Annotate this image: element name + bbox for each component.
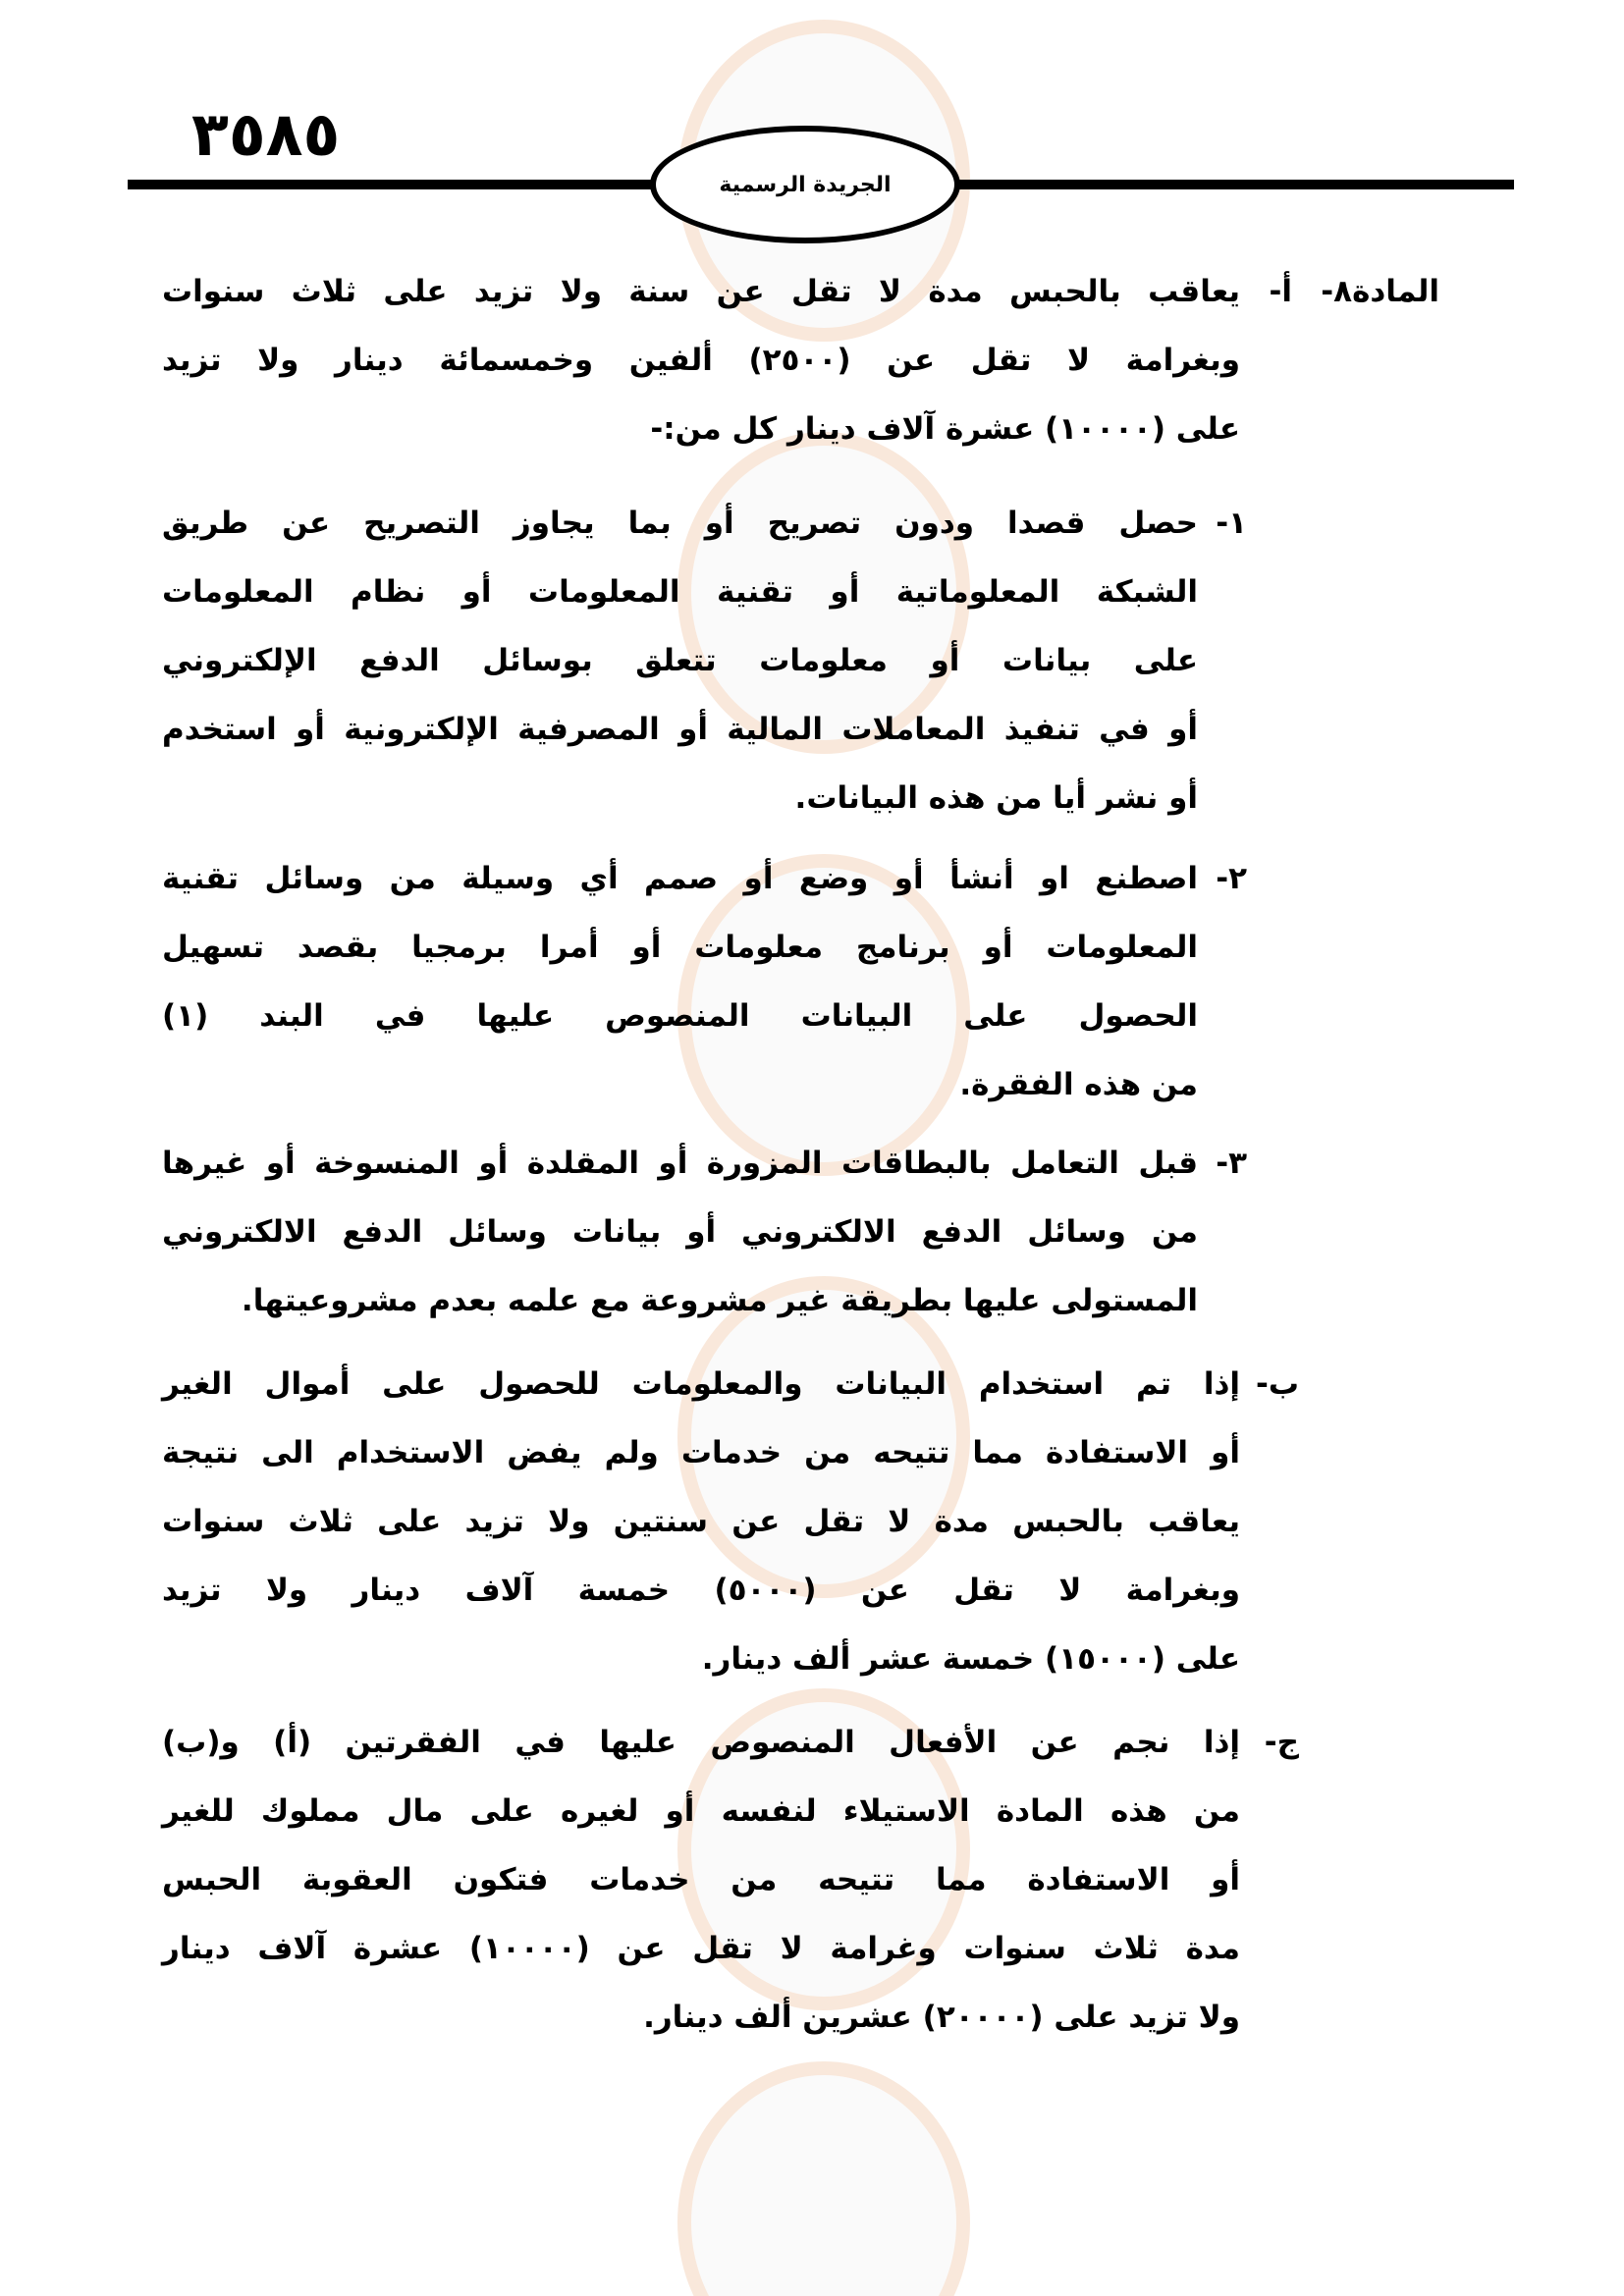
item-2-line: الحصول على البيانات المنصوص عليها في البند (١) xyxy=(162,998,1198,1034)
watermark-clock-icon xyxy=(677,2061,970,2296)
item-1-label: ١- xyxy=(1216,506,1247,541)
clause-b-line: على (١٥٠٠٠) خمسة عشر ألف دينار. xyxy=(701,1641,1240,1677)
item-1-line: الشبكة المعلوماتية أو تقنية المعلومات أو نظام المعلومات xyxy=(162,574,1198,610)
clause-a-line: وبغرامة لا تقل عن (٢٥٠٠) ألفين وخمسمائة دينار ولا تزيد xyxy=(162,343,1240,378)
clause-c-line: أو الاستفادة مما تتيحه من خدمات فتكون العقوبة الحبس xyxy=(162,1862,1240,1897)
item-2-line: المعلومات أو برنامج معلومات أو أمرا برمجيا بقصد تسهيل xyxy=(162,930,1198,965)
clause-a-line: على (١٠٠٠٠) عشرة آلاف دينار كل من:- xyxy=(650,411,1240,447)
item-3-line: من وسائل الدفع الالكتروني أو بيانات وسائل الدفع الالكتروني xyxy=(162,1214,1198,1250)
item-2-line: من هذه الفقرة. xyxy=(959,1067,1198,1102)
clause-c-line: ولا تزيد على (٢٠٠٠٠) عشرين ألف دينار. xyxy=(643,2000,1240,2035)
page-number: ٣٥٨٥ xyxy=(191,98,341,170)
clause-c-line: إذا نجم عن الأفعال المنصوص عليها في الفقرتين (أ) و(ب) xyxy=(162,1725,1240,1760)
item-1-line: على بيانات أو معلومات تتعلق بوسائل الدفع الإلكتروني xyxy=(162,643,1198,678)
item-2-label: ٢- xyxy=(1216,861,1247,896)
gazette-title-oval xyxy=(650,126,960,243)
clause-c-label: ج- xyxy=(1264,1725,1299,1760)
gazette-title: الجريدة الرسمية xyxy=(719,172,892,197)
item-1-line: أو في تنفيذ المعاملات المالية أو المصرفية الإلكترونية أو استخدم xyxy=(162,712,1198,747)
clause-b-line: يعاقب بالحبس مدة لا تقل عن سنتين ولا تزيد على ثلاث سنوات xyxy=(162,1504,1240,1539)
article-label: المادة٨- xyxy=(1321,274,1439,309)
clause-a-line: يعاقب بالحبس مدة لا تقل عن سنة ولا تزيد على ثلاث سنوات xyxy=(162,274,1240,309)
clause-b-line: أو الاستفادة مما تتيحه من خدمات ولم يفض الاستخدام الى نتيجة xyxy=(162,1435,1240,1470)
item-3-line: قبل التعامل بالبطاقات المزورة أو المقلدة أو المنسوخة أو غيرها xyxy=(162,1146,1198,1181)
item-1-line: أو نشر أيا من هذه البيانات. xyxy=(794,780,1198,816)
clause-b-line: إذا تم استخدام البيانات والمعلومات للحصول على أموال الغير xyxy=(162,1366,1240,1402)
item-2-line: اصطنع او أنشأ أو وضع أو صمم أي وسيلة من وسائل تقنية xyxy=(162,861,1198,896)
clause-c-line: من هذه المادة الاستيلاء لنفسه أو لغيره على مال مملوك للغير xyxy=(162,1793,1240,1829)
clause-c-line: مدة ثلاث سنوات وغرامة لا تقل عن (١٠٠٠٠) عشرة آلاف دينار xyxy=(162,1931,1240,1966)
clause-b-line: وبغرامة لا تقل عن (٥٠٠٠) خمسة آلاف دينار ولا تزيد xyxy=(162,1573,1240,1608)
clause-b-label: ب- xyxy=(1255,1366,1299,1402)
item-3-label: ٣- xyxy=(1216,1146,1247,1181)
item-1-line: حصل قصدا ودون تصريح أو بما يجاوز التصريح عن طريق xyxy=(162,506,1198,541)
item-3-line: المستولى عليها بطريقة غير مشروعة مع علمه بعدم مشروعيتها. xyxy=(241,1283,1198,1318)
clause-a-label: أ- xyxy=(1269,274,1292,309)
